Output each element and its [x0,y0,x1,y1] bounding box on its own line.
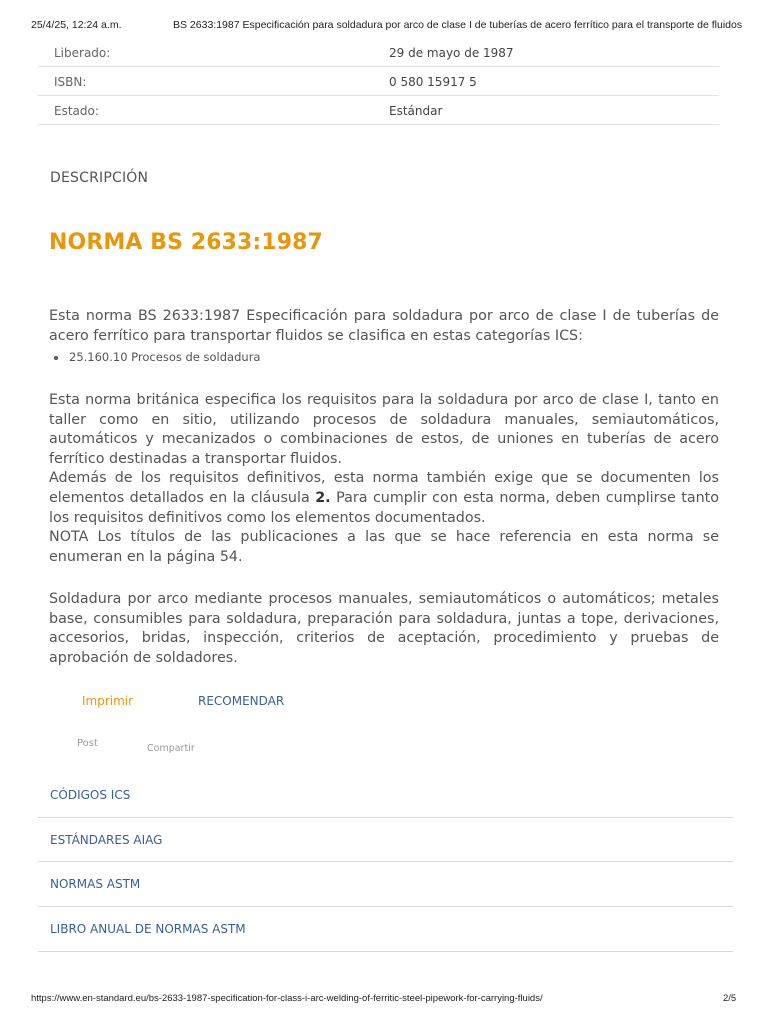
page-title: NORMA BS 2633:1987 [49,230,323,255]
print-header [0,0,768,34]
detail-label: Estado: [54,104,99,118]
print-document-title: BS 2633:1987 Especificación para soldadura por arco de clase I de tuberías de acero ferrítico para el transporte de fluidos [173,19,743,31]
category-link-ics-codes[interactable] [38,773,733,818]
post-button[interactable]: Post [77,738,98,749]
share-row [0,736,768,760]
detail-value: 0 580 15917 5 [389,75,477,89]
category-link-label: ESTÁNDARES AIAG [50,832,163,847]
ics-category-list [53,350,260,364]
list-item: 25.160.10 Procesos de soldadura [53,350,260,364]
print-date: 25/4/25, 12:24 a.m. [31,19,122,31]
print-footer [0,990,768,1010]
intro-paragraph: Esta norma BS 2633:1987 Especificación para soldadura por arco de clase I de tuberías de acero ferrítico para transportar fluidos se clasifica en estas categorías ICS: [49,308,719,344]
detail-row-isbn [38,67,719,96]
requirements-text: Además de los requisitos definitivos, esta norma también exige que se documenten los elementos detallados en la cláusula [49,470,719,506]
detail-label: Liberado: [54,46,111,60]
detail-value: 29 de mayo de 1987 [389,46,514,60]
share-button[interactable]: Compartir [147,743,195,754]
recommend-button[interactable]: RECOMENDAR [198,694,285,708]
detail-label: ISBN: [54,75,87,89]
category-link-label: LIBRO ANUAL DE NORMAS ASTM [50,922,246,937]
detail-value: Estándar [389,104,443,118]
clause-number: 2. [315,489,331,506]
product-details-table [38,38,719,125]
category-link-label: NORMAS ASTM [50,877,141,892]
action-row [0,692,768,714]
category-link-aiag-standards[interactable] [38,818,733,863]
print-page-url: https://www.en-standard.eu/bs-2633-1987-specification-for-class-i-arc-welding-of-ferritic-steel-pipework-for-carrying-fluids/ [31,993,543,1004]
category-link-list [38,773,733,952]
compliance-text: Para cumplir con esta norma, deben cumplirse tanto los requisitos definitivos como los elementos documentados. [49,489,720,526]
scope-paragraph [49,391,719,567]
print-page-number: 2/5 [723,993,737,1004]
print-button[interactable]: Imprimir [82,694,134,708]
scope-text: Esta norma británica especifica los requisitos para la soldadura por arco de clase I, tanto en taller como en sitio, utilizando procesos de soldadura manuales, semiautomáticos, automáticos y mecanizados o combinaciones de estos, de uniones en tuberías de acero ferrítico destinadas a transportar fluidos. [49,392,719,467]
description-section-label: DESCRIPCIÓN [50,170,149,186]
note-text: NOTA Los títulos de las publicaciones a las que se hace referencia en esta norma se enumeran en la página 54. [49,529,719,565]
category-link-astm-standards[interactable] [38,862,733,907]
detail-row-status [38,96,719,125]
category-link-astm-annual-book[interactable] [38,907,733,952]
detail-row-released [38,38,719,67]
category-link-label: CÓDIGOS ICS [50,788,131,802]
keywords-paragraph: Soldadura por arco mediante procesos manuales, semiautomáticos o automáticos; metales base, consumibles para soldadura, preparación para soldadura, juntas a tope, derivaciones, accesorios, bridas, inspección, criterios de aceptación, procedimiento y pruebas de aprobación de soldadores. [49,591,719,666]
